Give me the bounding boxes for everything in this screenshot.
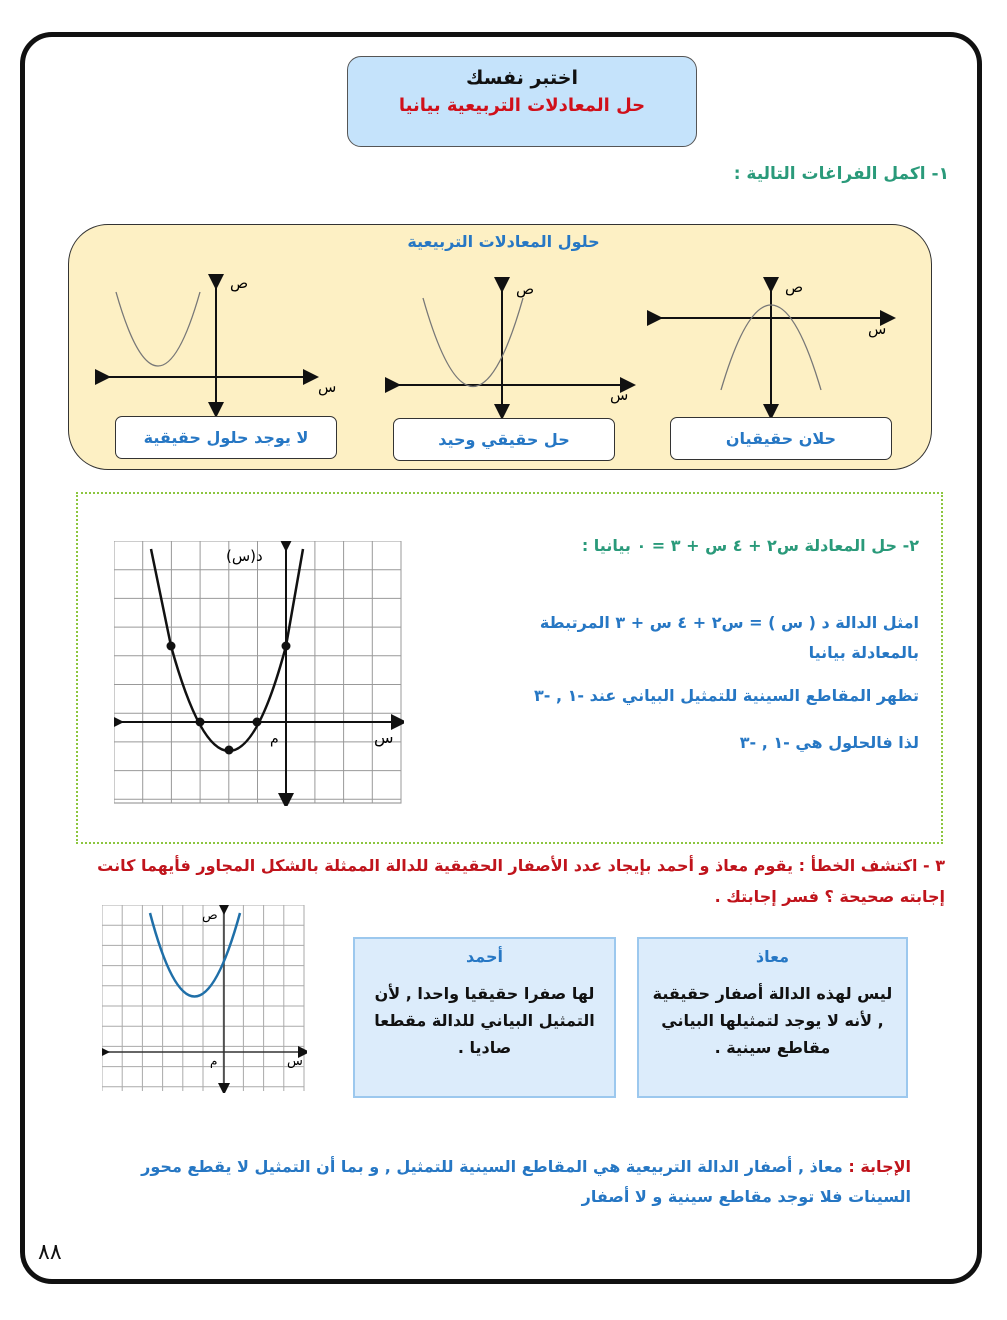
question-2-graph [114,541,404,806]
answer-body: معاذ , أصفار الدالة التربيعية هي المقاطع السينية للتمثيل , و بما أن التمثيل لا يقطع محور السينات فلا توجد مقاطع سينية و لا أصفار [141,1157,911,1206]
page-number: ٨٨ [38,1240,62,1265]
y-axis-label: د(س) [226,547,263,565]
case-label-no-solution: لا يوجد حلول حقيقية [115,416,337,459]
page-subtitle: حل المعادلات التربيعية بيانيا [398,95,646,116]
x-axis-label: س [374,728,394,747]
answer-label: الإجابة : [848,1157,911,1176]
ahmad-answer: لها صفرا حقيقيا واحدا , لأن التمثيل البياني للدالة مقطعا صاديا . [374,984,595,1057]
ahmad-name: أحمد [466,947,503,966]
x-axis-label: س [287,1054,303,1069]
case-label-two-solutions: حلان حقيقيان [670,417,892,460]
solutions-box-title: حلول المعادلات التربيعية [407,232,600,251]
y-axis-label: ص [202,908,218,923]
title-box [347,56,697,147]
question-1-label: ١- اكمل الفراغات التالية : [733,164,949,184]
y-axis-label: ص [230,274,249,292]
y-axis-label: ص [516,280,535,298]
graph-no-solution [103,282,311,410]
question-3-text: ٣ - اكتشف الخطأ : يقوم معاذ و أحمد بإيجاد عدد الأصفار الحقيقية للدالة الممثلة بالشكل المجاور فأيهما كانت إجابته صحيحة ؟ فسر إجابتك . [97,856,945,906]
question-2-line-3: لذا فالحلول هي -١ , -٣ [739,733,919,752]
y-axis-label: ص [785,278,804,296]
ahmad-answer-card [353,937,616,1098]
origin-label: م [210,1054,218,1068]
x-axis-label: س [610,386,629,404]
question-3-graph [102,905,307,1093]
graph-two-solutions [655,285,888,412]
answer-text [111,1152,911,1212]
moath-answer-card [637,937,908,1098]
moath-name: معاذ [755,947,790,966]
x-axis-label: س [868,320,887,338]
moath-answer: ليس لهذه الدالة أصفار حقيقية , لأنه لا يوجد لتمثيلها البياني مقاطع سينية . [652,984,893,1057]
origin-label: م [270,731,279,747]
solution-cases-graphs [68,260,930,420]
page-title: اختبر نفسك [466,67,578,89]
case-label-one-solution: حل حقيقي وحيد [393,418,615,461]
x-axis-label: س [318,378,337,396]
question-2-line-1: امثل الدالة د ( س ) = س٢ + ٤ س + ٣ المرتبطة بالمعادلة بيانيا [539,613,919,662]
question-2-line-2: تظهر المقاطع السينية للتمثيل البياني عند -١ , -٣ [534,686,919,705]
question-2-label: ٢- حل المعادلة س٢ + ٤ س + ٣ = ٠ بيانيا : [581,536,919,555]
graph-one-solution [393,285,628,412]
